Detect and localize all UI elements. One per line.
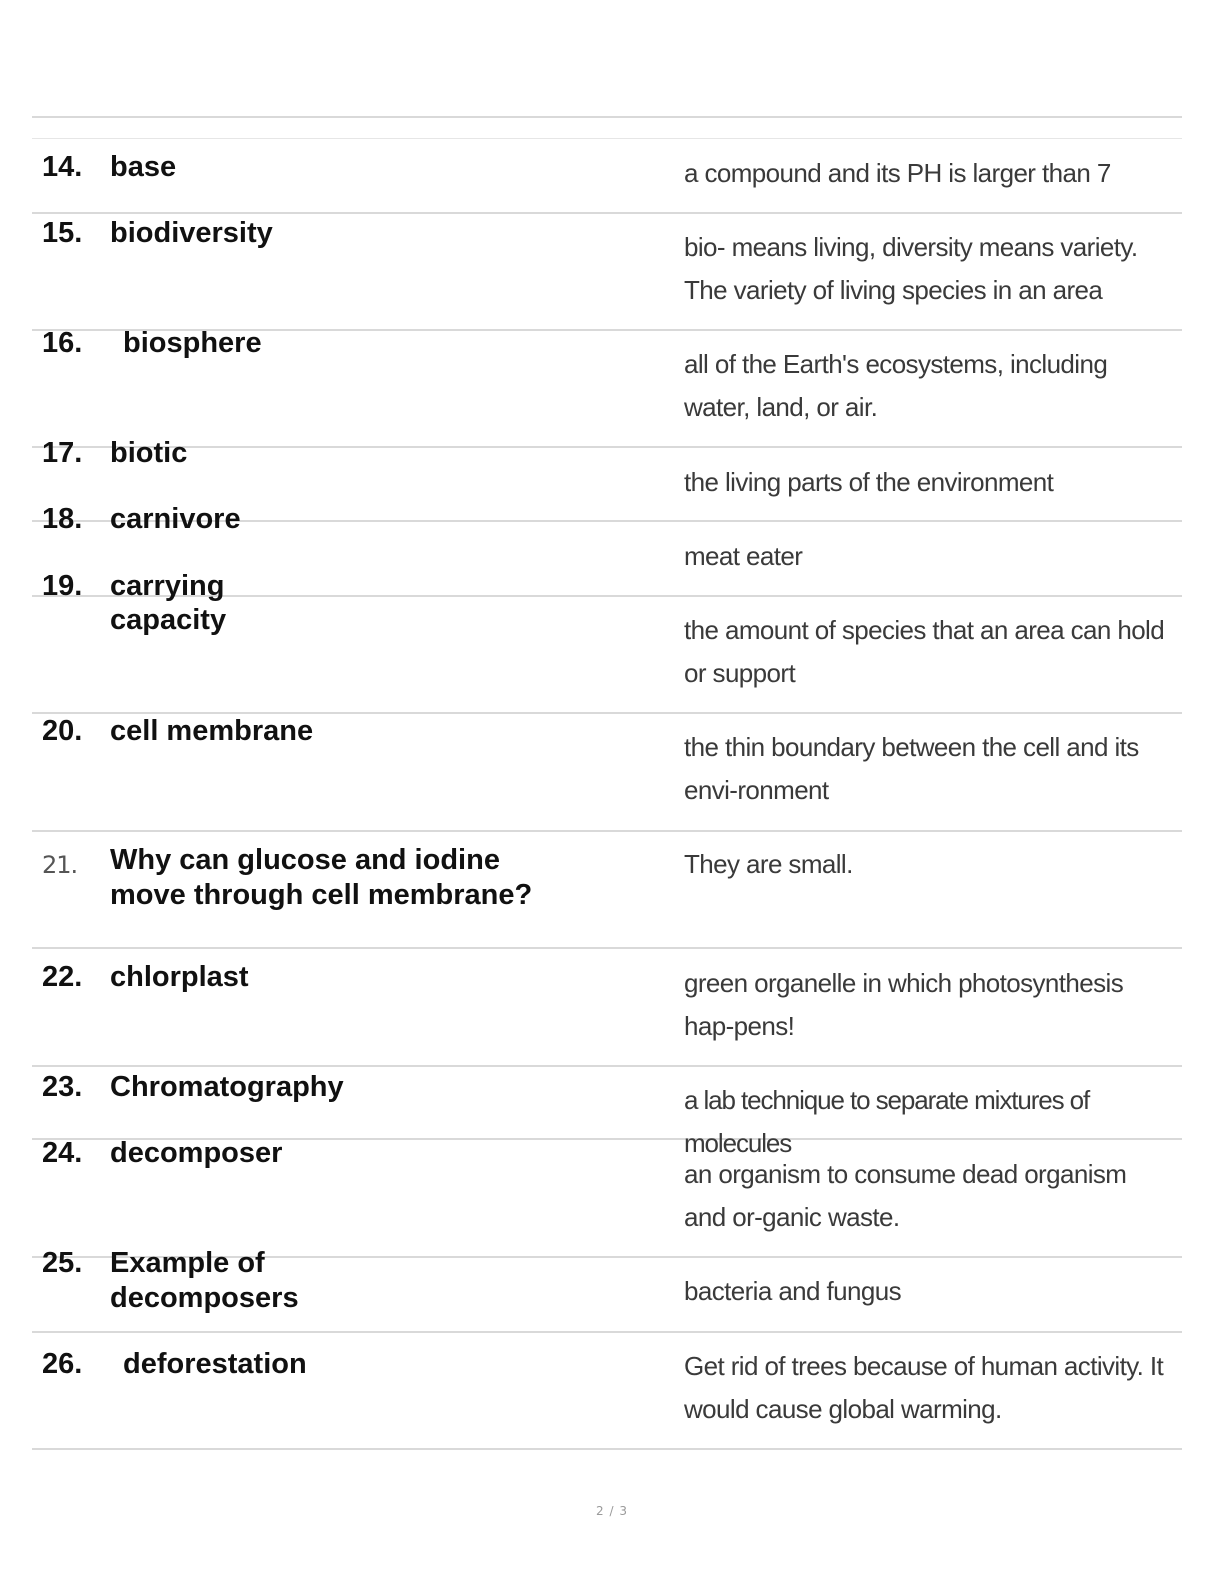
entry-number: 18. [42, 503, 83, 535]
entry-term: Chromatography [110, 1071, 344, 1103]
entry-number: 24. [42, 1137, 83, 1169]
entry-term: decomposer [110, 1137, 283, 1169]
entry-term: deforestation [123, 1348, 307, 1380]
top-rule [32, 116, 1182, 118]
entry-number: 20. [42, 715, 83, 747]
entry-number: 19. [42, 570, 83, 602]
divider [32, 1065, 1182, 1067]
entry-number: 16. [42, 327, 83, 359]
entry-number: 23. [42, 1071, 83, 1103]
divider [32, 446, 1182, 448]
entry-term: carrying capacity [110, 570, 227, 636]
entry-definition: a compound and its PH is larger than 7 [684, 158, 1111, 188]
page-number: 2 / 3 [596, 1504, 628, 1518]
entry-definition: all of the Earth's ecosystems, including water, land, or air. [684, 349, 1108, 422]
entry-definition: bio- means living, diversity means variety. The variety of living species in an area [684, 232, 1138, 305]
entry-definition: the living parts of the environment [684, 467, 1054, 497]
entry-definition: bacteria and fungus [684, 1276, 901, 1306]
entry-term: chlorplast [110, 961, 249, 993]
divider [32, 947, 1182, 949]
entry-term: Why can glucose and iodine move through cell membrane? [110, 844, 533, 911]
entry-definition: the amount of species that an area can hold or support [684, 615, 1165, 688]
divider [32, 830, 1182, 832]
entry-number: 25. [42, 1247, 83, 1279]
divider [32, 212, 1182, 214]
entry-definition: green organelle in which photosynthesis hap-pens! [684, 968, 1124, 1041]
entry-term: cell membrane [110, 715, 314, 747]
entry-definition: They are small. [684, 849, 853, 879]
entry-term: Example of decomposers [110, 1247, 299, 1314]
entry-definition: an organism to consume dead organism and or-ganic waste. [684, 1159, 1127, 1232]
entry-number: 14. [42, 151, 83, 183]
divider [32, 1448, 1182, 1450]
entry-definition: the thin boundary between the cell and its envi-ronment [684, 732, 1139, 805]
entry-number: 17. [42, 437, 83, 469]
entry-term: biodiversity [110, 217, 273, 249]
entry-number: 22. [42, 961, 83, 993]
divider [32, 138, 1182, 139]
entry-number: 21. [42, 851, 78, 879]
entry-definition: a lab technique to separate mixtures of molecules [684, 1085, 1090, 1158]
entry-definition: Get rid of trees because of human activity. It would cause global warming. [684, 1351, 1164, 1424]
entry-definition: meat eater [684, 541, 803, 571]
entry-term: biotic [110, 437, 188, 469]
entry-number: 15. [42, 217, 83, 249]
entry-term: base [110, 151, 177, 183]
divider [32, 1331, 1182, 1333]
entry-term: biosphere [123, 327, 262, 359]
entry-term: carnivore [110, 503, 241, 535]
entry-number: 26. [42, 1348, 83, 1380]
